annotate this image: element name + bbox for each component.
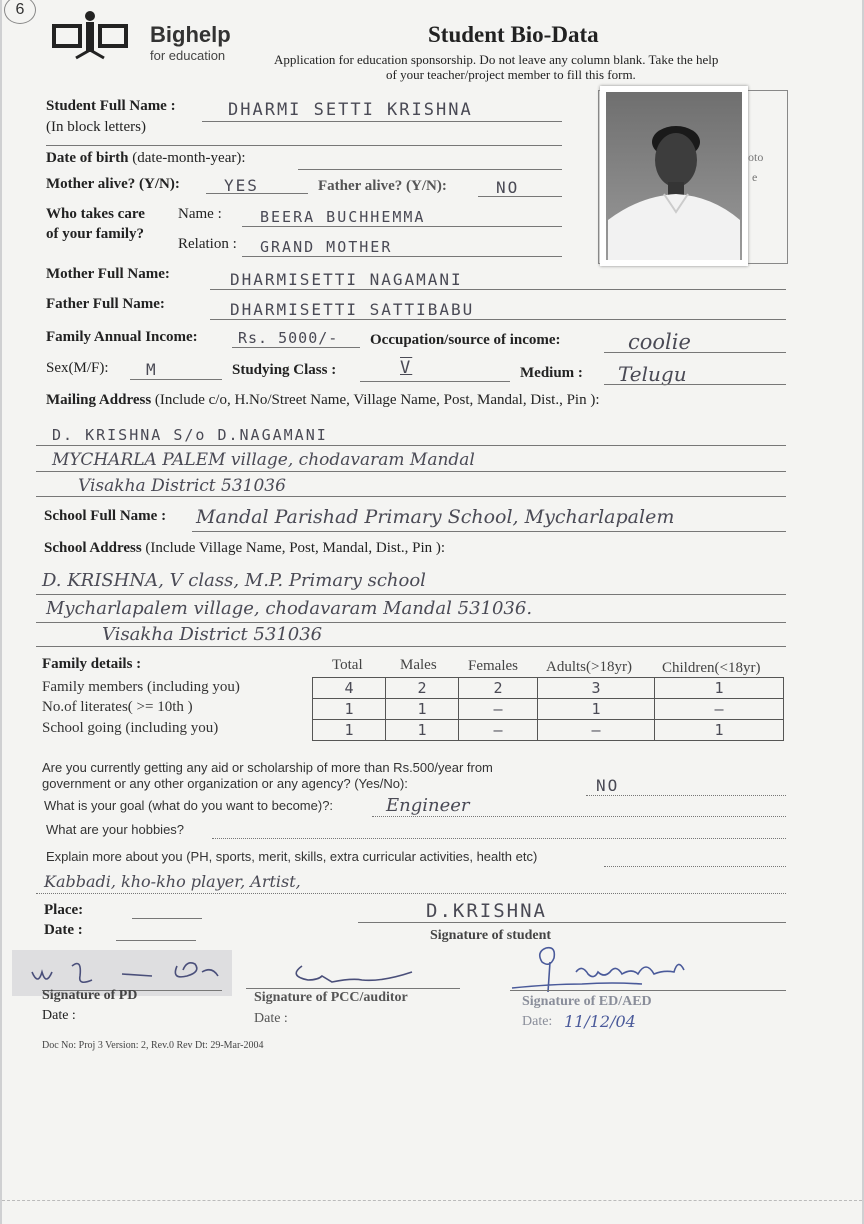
table-cell[interactable]: 1 xyxy=(313,699,386,720)
family-col-females: Females xyxy=(468,658,518,674)
school-address-rule-2 xyxy=(36,622,786,623)
ed-signature-line xyxy=(510,990,786,991)
mother-name-value[interactable]: DHARMISETTI NAGAMANI xyxy=(230,270,463,289)
table-cell[interactable]: — xyxy=(459,720,538,741)
medium-label: Medium : xyxy=(520,365,583,381)
school-address-label-text: School Address xyxy=(44,540,142,556)
page-title: Student Bio-Data xyxy=(428,22,599,47)
school-address-rule-1 xyxy=(36,594,786,595)
mother-alive-label: Mother alive? (Y/N): xyxy=(46,176,180,192)
pcc-signature-scribble-icon xyxy=(282,958,422,990)
care-relation-value[interactable]: GRAND MOTHER xyxy=(260,238,393,256)
dob-line[interactable] xyxy=(298,169,562,170)
class-label: Studying Class : xyxy=(232,362,337,378)
occupation-label: Occupation/source of income: xyxy=(370,332,561,348)
address-rule-3 xyxy=(36,496,786,497)
school-name-value[interactable]: Mandal Parishad Primary School, Mycharlapalem xyxy=(196,506,675,528)
family-col-children: Children(<18yr) xyxy=(662,660,761,676)
student-signature-label: Signature of student xyxy=(430,928,552,943)
aid-question-cont: government or any other organization or any agency? (Yes/No): xyxy=(42,776,408,791)
address-label xyxy=(46,392,600,409)
form-instructions-cont: of your teacher/project member to fill this form. xyxy=(386,67,636,82)
care-name-label: Name : xyxy=(178,206,222,222)
aid-answer-line xyxy=(586,795,786,796)
father-name-value[interactable]: DHARMISETTI SATTIBABU xyxy=(230,300,475,319)
table-cell[interactable]: 1 xyxy=(313,720,386,741)
student-signature-line xyxy=(358,922,786,923)
doc-number: Doc No: Proj 3 Version: 2, Rev.0 Rev Dt: 29-Mar-2004 xyxy=(42,1040,264,1051)
aid-answer[interactable]: NO xyxy=(596,776,620,795)
bighelp-logo-icon xyxy=(46,8,136,66)
school-address-line-3[interactable]: Visakha District 531036 xyxy=(102,624,323,645)
student-name-value[interactable]: DHARMI SETTI KRISHNA xyxy=(228,100,473,120)
student-signature[interactable]: D.KRISHNA xyxy=(426,900,547,922)
address-rule-2 xyxy=(36,471,786,472)
address-line-1[interactable]: D. KRISHNA S/o D.NAGAMANI xyxy=(52,426,328,444)
ed-date-value[interactable]: 11/12/04 xyxy=(564,1012,636,1031)
school-address-label xyxy=(44,540,445,557)
school-name-label: School Full Name : xyxy=(44,508,167,524)
sex-line xyxy=(130,379,222,380)
ed-date-label: Date: xyxy=(522,1014,553,1029)
dob-label xyxy=(46,150,246,167)
brand-name: Bighelp xyxy=(150,22,231,47)
father-name-label: Father Full Name: xyxy=(46,296,165,312)
father-alive-line xyxy=(478,196,562,197)
dob-hint: (date-month-year): xyxy=(132,150,246,166)
table-row xyxy=(313,678,784,699)
mother-name-label: Mother Full Name: xyxy=(46,266,170,282)
medium-line xyxy=(604,384,786,385)
medium-value[interactable]: Telugu xyxy=(618,362,687,386)
class-line xyxy=(360,381,510,382)
ed-signature-label: Signature of ED/AED xyxy=(522,994,652,1009)
student-name-line xyxy=(202,121,562,122)
student-name-label: Student Full Name : xyxy=(46,98,176,114)
pcc-date-label: Date : xyxy=(254,1011,288,1026)
mother-name-line xyxy=(210,289,786,290)
care-name-value[interactable]: BEERA BUCHHEMMA xyxy=(260,208,426,226)
family-row-label: No.of literates( >= 10th ) xyxy=(42,699,193,715)
page-bottom-edge xyxy=(2,1200,862,1201)
address-line-3[interactable]: Visakha District 531036 xyxy=(78,476,286,496)
more-answer[interactable]: Kabbadi, kho-kho player, Artist, xyxy=(44,872,301,891)
goal-question: What is your goal (what do you want to become)?: xyxy=(44,798,334,813)
family-col-total: Total xyxy=(332,657,363,673)
form-instructions: Application for education sponsorship. Do not leave any column blank. Take the help xyxy=(274,52,719,67)
care-name-line xyxy=(242,226,562,227)
pd-signature-label: Signature of PD xyxy=(42,988,138,1003)
mother-alive-value[interactable]: YES xyxy=(224,176,259,195)
photo-hint-2: e xyxy=(752,170,758,184)
school-address-hint: (Include Village Name, Post, Mandal, Dist., Pin ): xyxy=(145,540,446,556)
date-label: Date : xyxy=(44,922,83,938)
student-name-sublabel: (In block letters) xyxy=(46,119,146,135)
place-label: Place: xyxy=(44,902,84,918)
income-line xyxy=(232,347,360,348)
page-number-mark: 6 xyxy=(4,0,36,24)
goal-answer-line xyxy=(372,816,786,817)
table-cell[interactable]: 3 xyxy=(538,678,655,699)
table-cell[interactable]: 2 xyxy=(459,678,538,699)
table-cell[interactable]: 1 xyxy=(386,699,459,720)
pcc-signature-line xyxy=(246,988,460,989)
table-cell[interactable]: 4 xyxy=(313,678,386,699)
table-cell[interactable]: 1 xyxy=(386,720,459,741)
place-line[interactable] xyxy=(132,918,202,919)
school-address-line-2[interactable]: Mycharlapalem village, chodavaram Mandal 531036. xyxy=(46,598,533,619)
sex-label: Sex(M/F): xyxy=(46,360,109,376)
ed-signature-scribble-icon xyxy=(506,942,746,996)
income-value[interactable]: Rs. 5000/- xyxy=(238,329,339,347)
table-cell[interactable]: — xyxy=(538,720,655,741)
pcc-signature-label: Signature of PCC/auditor xyxy=(254,990,408,1005)
table-row xyxy=(313,720,784,741)
school-address-line-1[interactable]: D. KRISHNA, V class, M.P. Primary school xyxy=(42,570,426,591)
address-line-2[interactable]: MYCHARLA PALEM village, chodavaram Mandal xyxy=(52,450,475,470)
family-col-males: Males xyxy=(400,657,437,673)
care-label-cont: of your family? xyxy=(46,226,145,242)
occupation-line xyxy=(604,352,786,353)
father-alive-label: Father alive? (Y/N): xyxy=(318,178,447,194)
address-rule-1 xyxy=(36,445,786,446)
hobbies-answer-line[interactable] xyxy=(212,838,786,839)
dob-label-text: Date of birth xyxy=(46,150,129,166)
more-question: Explain more about you (PH, sports, merit, skills, extra curricular activities, health etc) xyxy=(46,849,538,864)
student-photo xyxy=(600,86,748,266)
address-hint: (Include c/o, H.No/Street Name, Village Name, Post, Mandal, Dist., Pin ): xyxy=(154,392,600,408)
table-cell[interactable]: — xyxy=(459,699,538,720)
pd-date-label: Date : xyxy=(42,1008,76,1023)
divider-line xyxy=(46,145,562,146)
family-details-title: Family details : xyxy=(42,656,142,672)
sex-value[interactable]: M xyxy=(146,360,158,379)
income-label: Family Annual Income: xyxy=(46,329,198,345)
table-cell[interactable]: 1 xyxy=(538,699,655,720)
school-address-rule-3 xyxy=(36,646,786,647)
care-relation-label: Relation : xyxy=(178,236,237,252)
address-label-text: Mailing Address xyxy=(46,392,152,408)
school-name-line xyxy=(192,531,786,532)
father-name-line xyxy=(210,319,786,320)
table-cell[interactable]: 1 xyxy=(655,720,784,741)
family-row-label: Family members (including you) xyxy=(42,679,240,695)
table-cell[interactable]: 1 xyxy=(655,678,784,699)
goal-answer[interactable]: Engineer xyxy=(386,795,470,816)
father-alive-value[interactable]: NO xyxy=(496,178,520,197)
family-table xyxy=(312,677,784,741)
mother-alive-line xyxy=(206,193,308,194)
date-line[interactable] xyxy=(116,940,196,941)
occupation-value[interactable]: coolie xyxy=(628,330,691,354)
more-answer-line-2 xyxy=(36,893,786,894)
care-label: Who takes care xyxy=(46,206,145,222)
family-col-adults: Adults(>18yr) xyxy=(546,659,632,675)
table-cell[interactable]: 2 xyxy=(386,678,459,699)
care-relation-line xyxy=(242,256,562,257)
hobbies-question: What are your hobbies? xyxy=(46,822,185,837)
aid-question: Are you currently getting any aid or scholarship of more than Rs.500/year from xyxy=(42,760,493,775)
table-row xyxy=(313,699,784,720)
more-answer-line-1 xyxy=(604,866,786,867)
table-cell[interactable]: — xyxy=(655,699,784,720)
family-row-label: School going (including you) xyxy=(42,720,219,736)
brand-tagline: for education xyxy=(150,48,226,63)
photo-hint: oto xyxy=(748,150,764,164)
form-sheet xyxy=(2,0,862,1224)
class-value[interactable]: V xyxy=(400,358,413,378)
